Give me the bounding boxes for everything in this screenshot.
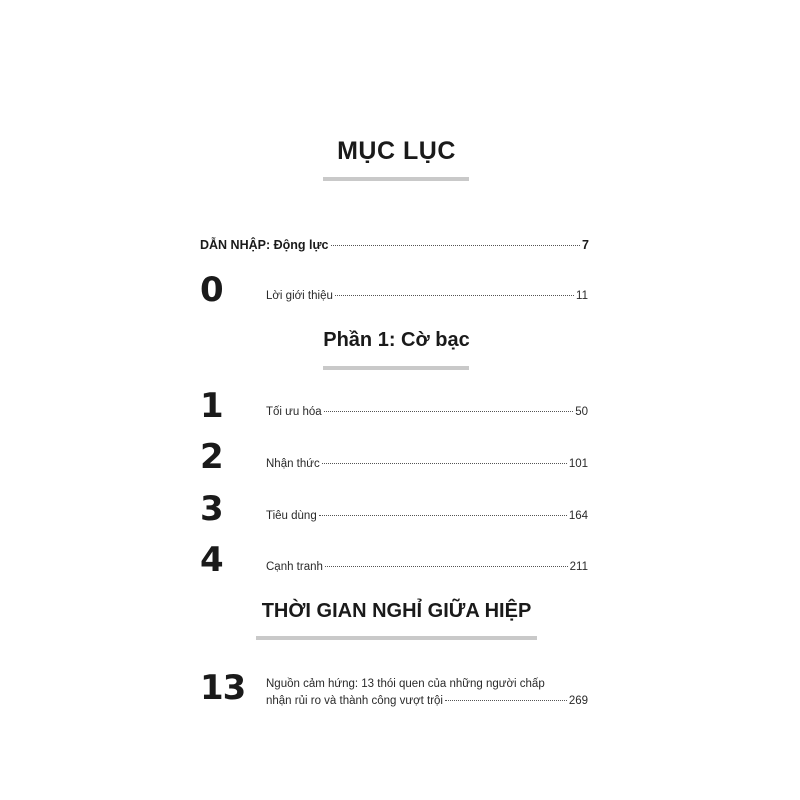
dot-leader xyxy=(324,411,574,412)
toc-entry-chapter-3 xyxy=(266,510,588,526)
title-underline xyxy=(323,177,469,181)
entry-label-line-2: nhận rủi ro và thành công vượt trội xyxy=(266,695,443,707)
part-1-heading: Phần 1: Cờ bạc xyxy=(323,329,470,351)
toc-title: MỤC LỤC xyxy=(337,137,456,165)
entry-label: Tiêu dùng xyxy=(266,510,317,522)
entry-label: Nhận thức xyxy=(266,458,320,470)
chapter-number: 0 xyxy=(200,270,223,310)
toc-entry-chapter-1 xyxy=(266,406,588,422)
toc-entry-0 xyxy=(266,290,588,306)
dot-leader xyxy=(445,700,567,701)
entry-page-number: 101 xyxy=(568,458,588,470)
dot-leader xyxy=(331,245,581,246)
entry-label: Lời giới thiệu xyxy=(266,290,333,302)
entry-page-number: 269 xyxy=(568,695,588,707)
toc-entry-chapter-4 xyxy=(266,561,588,577)
chapter-number: 4 xyxy=(200,540,223,580)
toc-entry-intro xyxy=(200,238,589,256)
chapter-number: 13 xyxy=(200,668,246,708)
entry-page-number: 11 xyxy=(576,290,588,302)
intro-label: DẪN NHẬP: Động lực xyxy=(200,238,329,252)
entry-label-line-1: Nguồn cảm hứng: 13 thói quen của những người chấp xyxy=(266,678,545,690)
entry-label: Cạnh tranh xyxy=(266,561,323,573)
part-1-underline xyxy=(323,366,469,370)
entry-page-number: 164 xyxy=(568,510,588,522)
toc-entry-chapter-2 xyxy=(266,458,588,474)
entry-label: Tối ưu hóa xyxy=(266,406,322,418)
dot-leader xyxy=(325,566,568,567)
dot-leader xyxy=(322,463,567,464)
dot-leader xyxy=(335,295,574,296)
entry-label-line-2-row xyxy=(266,693,588,710)
halftime-underline xyxy=(256,636,537,640)
chapter-number: 1 xyxy=(200,386,223,426)
toc-entry-13 xyxy=(266,676,588,710)
chapter-number: 2 xyxy=(200,437,223,477)
intro-page-number: 7 xyxy=(582,238,589,252)
entry-page-number: 50 xyxy=(575,406,588,418)
halftime-heading: THỜI GIAN NGHỈ GIỮA HIỆP xyxy=(261,600,532,622)
entry-page-number: 211 xyxy=(569,561,588,573)
chapter-number: 3 xyxy=(200,489,223,529)
dot-leader xyxy=(319,515,567,516)
